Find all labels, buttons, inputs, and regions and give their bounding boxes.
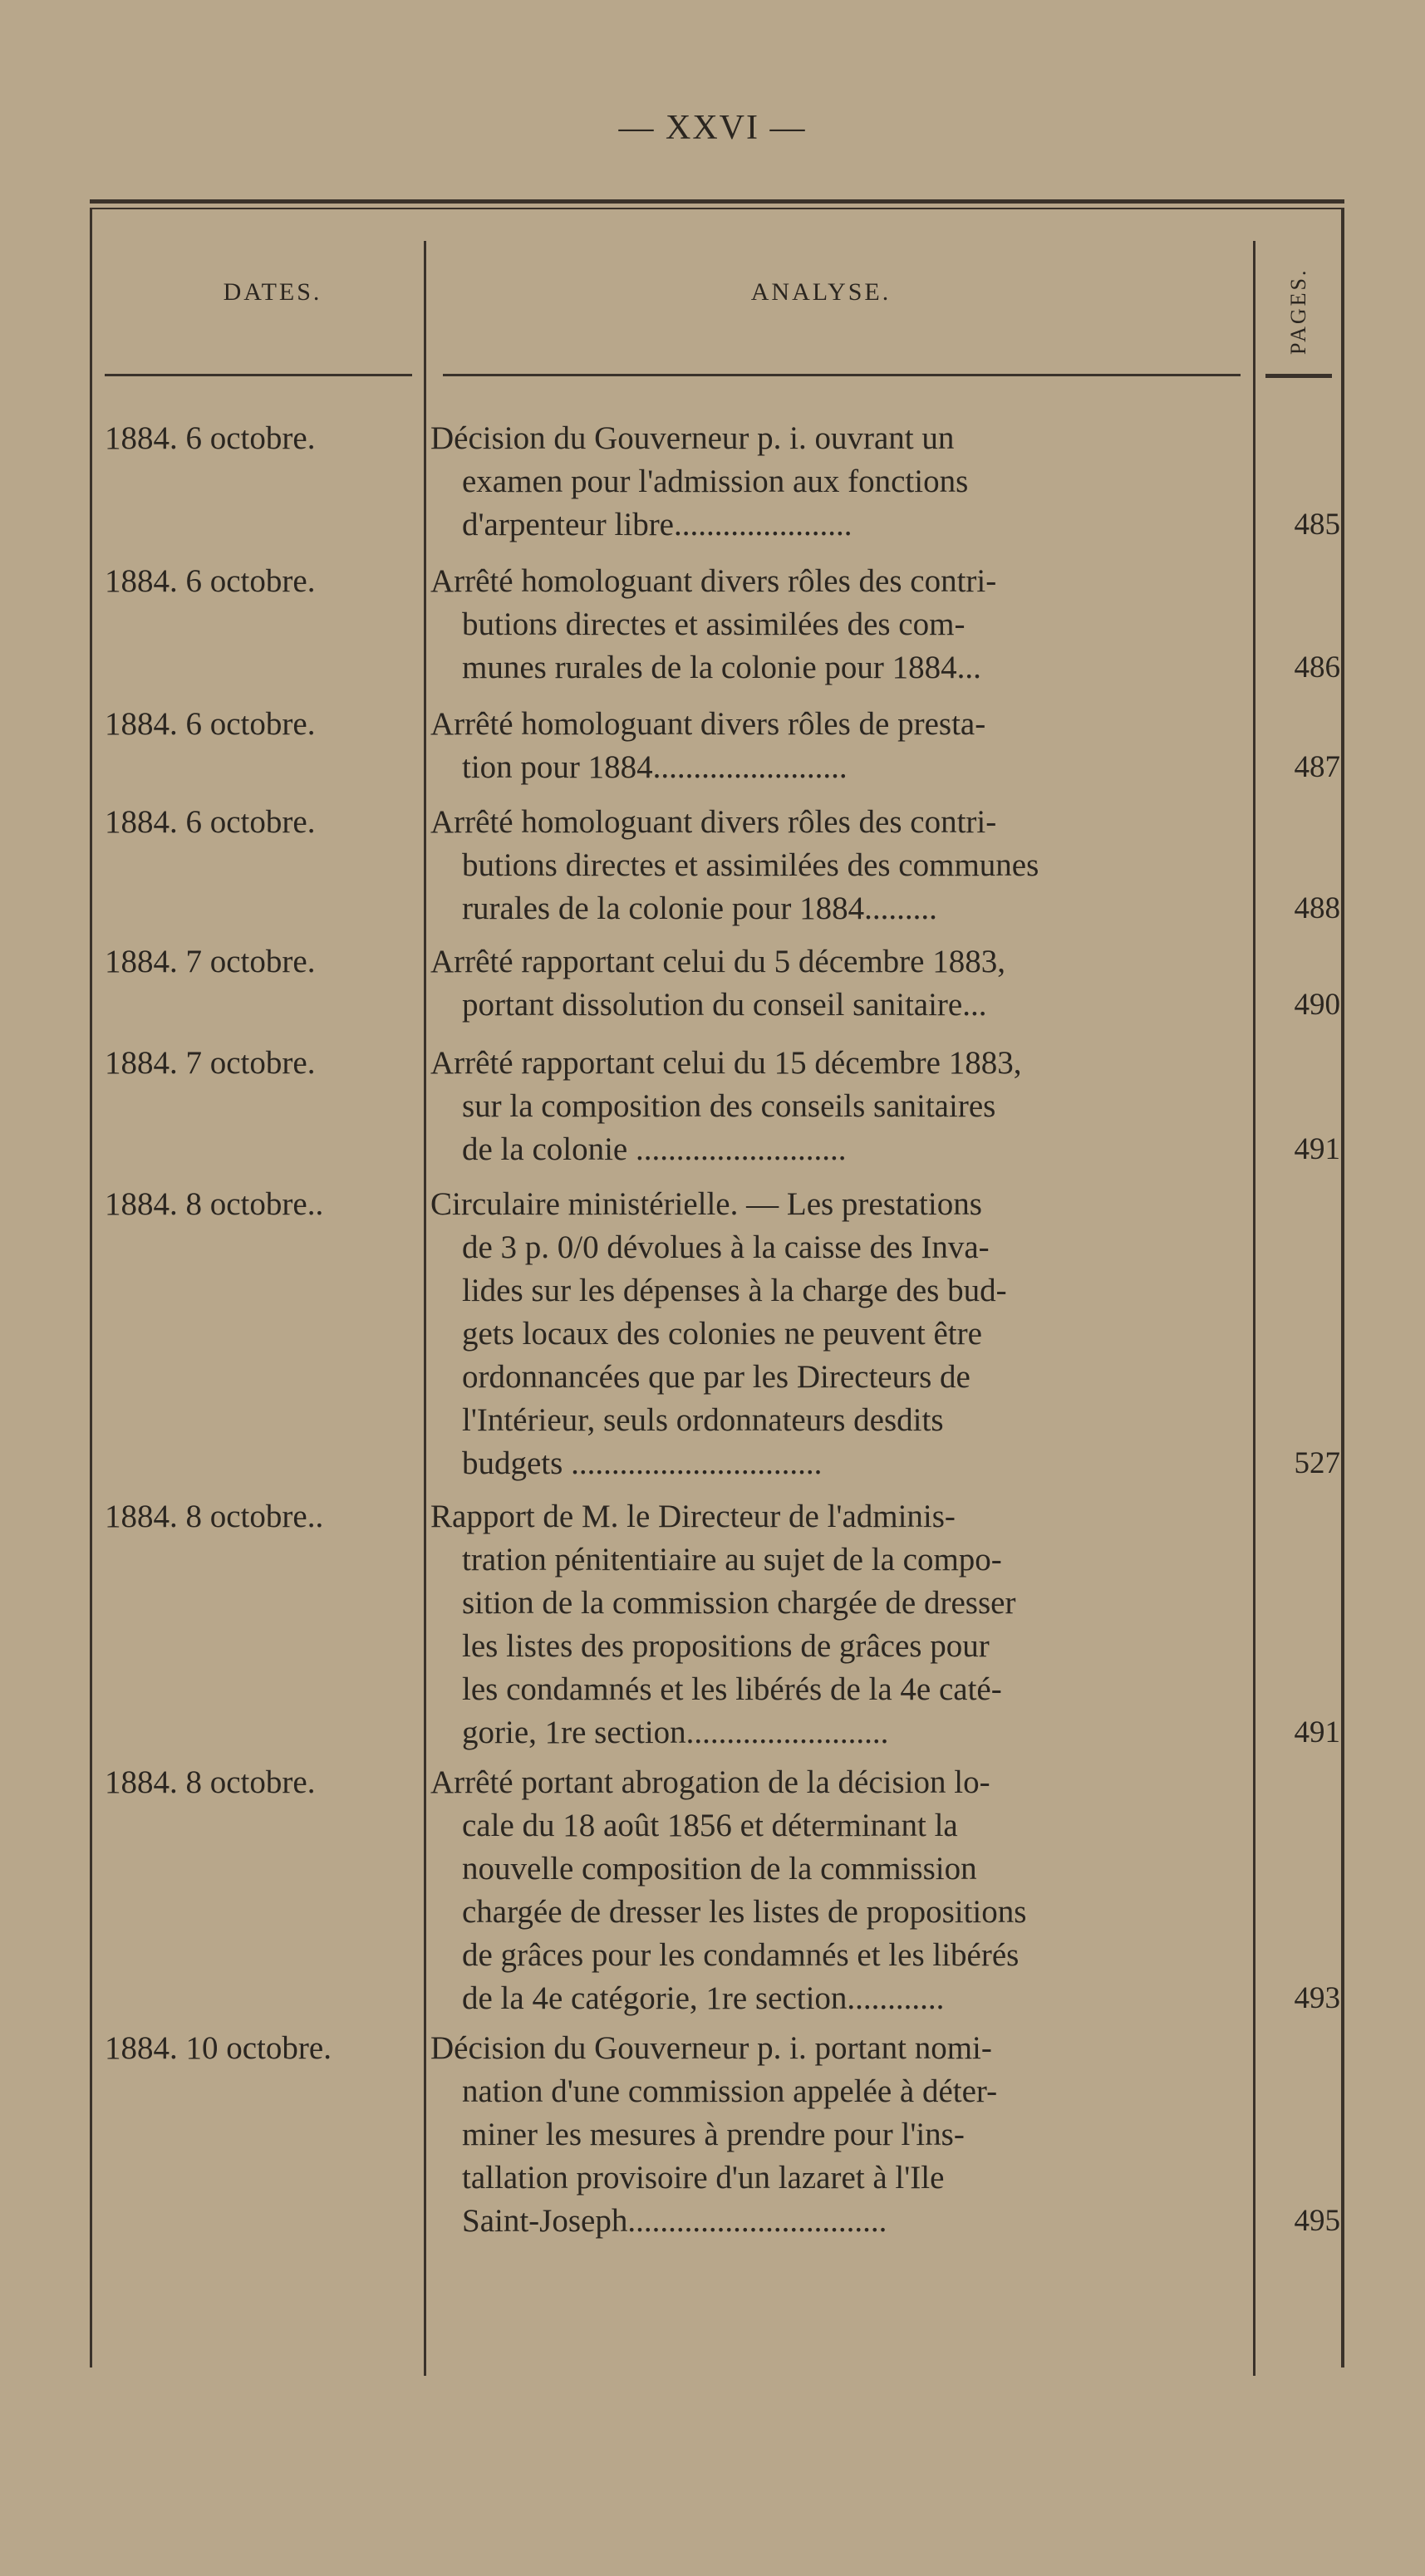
analysis-line: ordonnancées que par les Directeurs de	[462, 1359, 970, 1395]
entry-date: 1884. 6 octobre.	[105, 420, 316, 456]
column-divider-dates	[424, 241, 426, 2376]
entry-page-number: 493	[1294, 1981, 1340, 2015]
entry-page-number: 487	[1294, 750, 1340, 784]
entry-page-number: 495	[1294, 2204, 1340, 2238]
entry-analysis	[430, 560, 1253, 689]
table-left-border	[90, 208, 92, 2367]
analysis-line: sition de la commission chargée de dresser	[462, 1585, 1016, 1621]
analysis-line: de la 4e catégorie, 1re section............	[462, 1980, 945, 2016]
entry-date: 1884. 6 octobre.	[105, 706, 316, 742]
entry-page-number: 485	[1294, 508, 1340, 542]
entry-analysis	[430, 2027, 1253, 2243]
analysis-line: de la colonie ..........................	[462, 1131, 847, 1167]
entry-analysis	[430, 801, 1253, 930]
analysis-line: gorie, 1re section.........................	[462, 1715, 889, 1750]
entry-analysis	[430, 1183, 1253, 1485]
analysis-line: cale du 18 août 1856 et déterminant la	[462, 1808, 958, 1843]
analysis-line: rurales de la colonie pour 1884.........	[462, 891, 937, 926]
analysis-line: munes rurales de la colonie pour 1884...	[462, 650, 981, 685]
analysis-line: Arrêté rapportant celui du 15 décembre 1883,	[430, 1045, 1022, 1081]
analysis-line: Décision du Gouverneur p. i. ouvrant un	[430, 420, 955, 456]
entry-analysis	[430, 703, 1253, 789]
analysis-line: les listes des propositions de grâces pour	[462, 1628, 990, 1664]
header-underline-analyse	[443, 374, 1241, 376]
entry-date: 1884. 6 octobre.	[105, 804, 316, 840]
analysis-line: de grâces pour les condamnés et les libérés	[462, 1937, 1020, 1973]
analysis-line: budgets ...............................	[462, 1445, 823, 1481]
entry-date: 1884. 7 octobre.	[105, 944, 316, 979]
analysis-line: gets locaux des colonies ne peuvent être	[462, 1316, 982, 1352]
analysis-line: butions directes et assimilées des communes	[462, 847, 1039, 883]
analysis-line: Arrêté homologuant divers rôles des contri-	[430, 563, 997, 599]
running-head: — XXVI —	[618, 109, 807, 147]
column-divider-pages	[1253, 241, 1255, 2376]
analysis-line: les condamnés et les libérés de la 4e caté-	[462, 1671, 1002, 1707]
table-top-rule-thin	[90, 208, 1344, 209]
header-analyse: ANALYSE.	[750, 278, 892, 306]
entry-analysis	[430, 940, 1253, 1027]
analysis-line: Saint-Joseph................................	[462, 2203, 887, 2239]
analysis-line: butions directes et assimilées des com-	[462, 606, 966, 642]
analysis-line: d'arpenteur libre......................	[462, 507, 853, 542]
table-right-border	[1341, 208, 1344, 2367]
analysis-line: lides sur les dépenses à la charge des bud-	[462, 1273, 1007, 1308]
entry-page-number: 491	[1294, 1132, 1340, 1166]
analysis-line: sur la composition des conseils sanitaires	[462, 1088, 996, 1124]
analysis-line: tration pénitentiaire au sujet de la compo-	[462, 1542, 1002, 1577]
analysis-line: Circulaire ministérielle. — Les prestations	[430, 1186, 982, 1222]
analysis-line: Arrêté rapportant celui du 5 décembre 1883,	[430, 944, 1005, 979]
header-underline-pages	[1265, 374, 1332, 378]
entry-date: 1884. 10 octobre.	[105, 2030, 332, 2066]
entry-page-number: 486	[1294, 650, 1340, 684]
entry-analysis	[430, 1495, 1253, 1754]
entry-page-number: 491	[1294, 1715, 1340, 1749]
entry-page-number: 527	[1294, 1446, 1340, 1480]
entry-page-number: 490	[1294, 988, 1340, 1022]
entry-date: 1884. 8 octobre..	[105, 1499, 324, 1534]
header-dates: DATES.	[223, 278, 322, 306]
analysis-line: nation d'une commission appelée à déter-	[462, 2073, 998, 2109]
header-pages: PAGES.	[1286, 267, 1310, 356]
entry-analysis	[430, 1042, 1253, 1171]
entry-date: 1884. 8 octobre.	[105, 1764, 316, 1800]
analysis-line: examen pour l'admission aux fonctions	[462, 464, 969, 499]
analysis-line: l'Intérieur, seuls ordonnateurs desdits	[462, 1402, 944, 1438]
analysis-line: Arrêté portant abrogation de la décision lo-	[430, 1764, 990, 1800]
analysis-line: nouvelle composition de la commission	[462, 1851, 977, 1887]
entry-page-number: 488	[1294, 891, 1340, 925]
analysis-line: tallation provisoire d'un lazaret à l'Ile	[462, 2160, 945, 2196]
analysis-line: portant dissolution du conseil sanitaire...	[462, 987, 987, 1023]
entry-date: 1884. 7 octobre.	[105, 1045, 316, 1081]
entry-date: 1884. 8 octobre..	[105, 1186, 324, 1222]
entry-analysis	[430, 417, 1253, 547]
analysis-line: Rapport de M. le Directeur de l'adminis-	[430, 1499, 956, 1534]
entry-analysis	[430, 1761, 1253, 2020]
table-top-rule	[90, 199, 1344, 204]
entry-date: 1884. 6 octobre.	[105, 563, 316, 599]
header-underline-dates	[105, 374, 412, 376]
analysis-line: Arrêté homologuant divers rôles des contri-	[430, 804, 997, 840]
analysis-line: chargée de dresser les listes de propositions	[462, 1894, 1027, 1930]
analysis-line: Arrêté homologuant divers rôles de presta-	[430, 706, 986, 742]
analysis-line: miner les mesures à prendre pour l'ins-	[462, 2117, 965, 2152]
analysis-line: tion pour 1884........................	[462, 749, 848, 785]
analysis-line: Décision du Gouverneur p. i. portant nomi-	[430, 2030, 992, 2066]
index-table	[90, 199, 1344, 2376]
analysis-line: de 3 p. 0/0 dévolues à la caisse des Inva-	[462, 1229, 990, 1265]
